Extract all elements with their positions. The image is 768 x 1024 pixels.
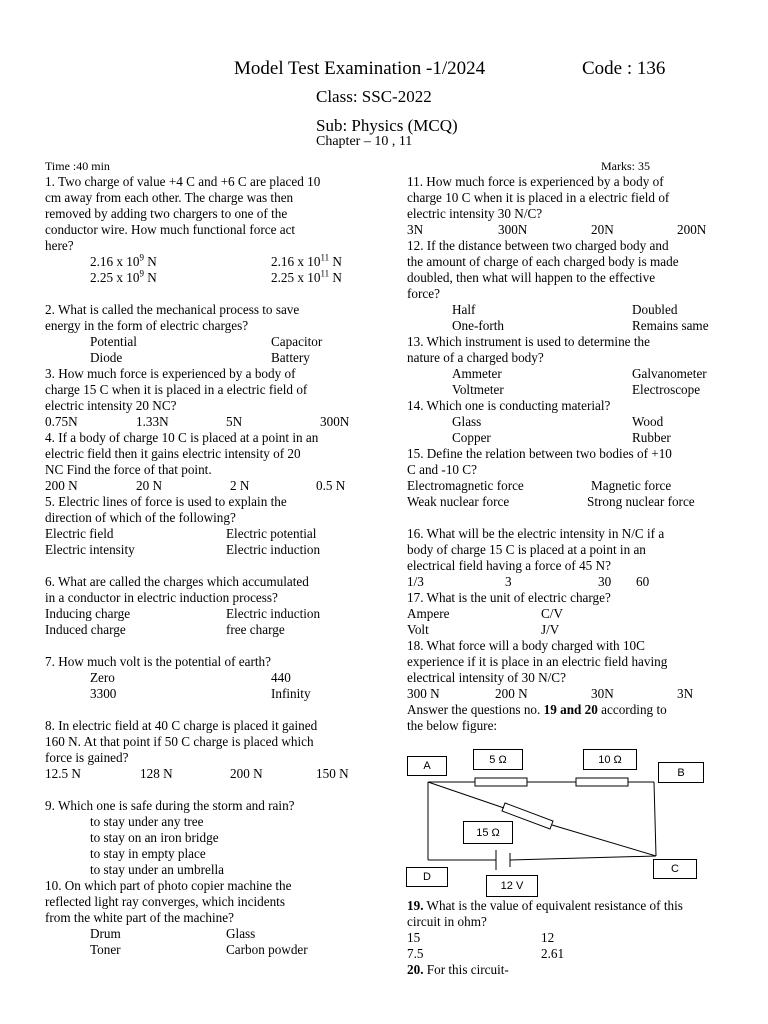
question-text: energy in the form of electric charges? [45, 318, 249, 333]
question-text: 13. Which instrument is used to determine the [407, 334, 650, 349]
option-d: free charge [226, 622, 285, 637]
question-text: For this circuit- [423, 962, 509, 977]
figure-instruction-line2: the below figure: [407, 718, 498, 733]
option-c: 2 N [230, 478, 250, 493]
option-a: 12.5 N [45, 766, 81, 781]
option-a: Ammeter [452, 366, 502, 381]
option-a: to stay under any tree [90, 814, 204, 829]
option-c: Volt [407, 622, 429, 637]
option-b: 128 N [140, 766, 173, 781]
question-text: conductor wire. How much functional force act [45, 222, 296, 237]
resistor-label-5: 5 Ω [473, 749, 523, 770]
option-b: Glass [226, 926, 256, 941]
question-text: 14. Which one is conducting material? [407, 398, 611, 413]
option-b: Galvanometer [632, 366, 707, 381]
question-text: 6. What are called the charges which accumulated [45, 574, 309, 589]
option-d: Infinity [271, 686, 311, 701]
option-b: 3 [505, 574, 512, 589]
option-b: Capacitor [271, 334, 323, 349]
option-b: 200 N [495, 686, 528, 701]
option-a: 1/3 [407, 574, 424, 589]
question-text: 18. What force will a body charged with 10C [407, 638, 645, 653]
exam-title: Model Test Examination -1/2024 [234, 58, 486, 79]
question-text: force is gained? [45, 750, 129, 765]
option-a: Ampere [407, 606, 450, 621]
option-d: Electroscope [632, 382, 701, 397]
question-text: 4. If a body of charge 10 C is placed at a point in an [45, 430, 319, 445]
option-b: to stay on an iron bridge [90, 830, 219, 845]
exam-class: Class: SSC-2022 [316, 87, 432, 106]
question-text: 12. If the distance between two charged body and [407, 238, 669, 253]
question-text: here? [45, 238, 74, 253]
option-b: 1.33N [136, 414, 169, 429]
option-b: Electric induction [226, 606, 321, 621]
option-a: Glass [452, 414, 482, 429]
question-19: 19. What is the value of equivalent resistance of this circuit in ohm? 15 12 7.5 2.61 20. For this circuit- [407, 898, 737, 978]
exam-chapter: Chapter – 10 , 11 [316, 134, 413, 149]
resistor-label-10: 10 Ω [583, 749, 637, 770]
question-text: 10. On which part of photo copier machine the [45, 878, 292, 893]
option-d: 150 N [316, 766, 349, 781]
resistor-5-ohm [475, 778, 527, 786]
option-b: Magnetic force [591, 478, 672, 493]
wire-diagonal-lower [552, 825, 656, 856]
option-d: 2.25 x $10^{11}$ N [271, 268, 342, 285]
option-d: Rubber [632, 430, 671, 445]
question-text: charge 10 C when it is placed in a electric field of [407, 190, 670, 205]
question-text: charge 15 C when it is placed in a electric field of [45, 382, 308, 397]
exam-marks: Marks: 35 [601, 159, 650, 173]
option-d: 200N [677, 222, 707, 237]
question-text: 2. What is called the mechanical process to save [45, 302, 300, 317]
option-b: Doubled [632, 302, 678, 317]
exam-code: Code : 136 [582, 58, 666, 79]
option-d: Electric induction [226, 542, 321, 557]
option-a: 200 N [45, 478, 78, 493]
option-d: Battery [271, 350, 310, 365]
option-c: Toner [90, 942, 121, 957]
question-text: 8. In electric field at 40 C charge is placed it gained [45, 718, 318, 733]
question-text: 16. What will be the electric intensity in N/C if a [407, 526, 665, 541]
option-a: Electromagnetic force [407, 478, 524, 493]
option-d: to stay under an umbrella [90, 862, 225, 877]
option-b: 12 [541, 930, 555, 945]
option-c: to stay in empty place [90, 846, 206, 861]
resistor-10-ohm [576, 778, 628, 786]
figure-instruction: Answer the questions no. 19 and 20 according to [407, 702, 667, 717]
option-a: Zero [90, 670, 115, 685]
option-d: 3N [677, 686, 694, 701]
question-text: electric intensity 30 N/C? [407, 206, 543, 221]
question-text: 1. Two charge of value +4 C and +6 C are placed 10 [45, 174, 321, 189]
option-a: Drum [90, 926, 121, 941]
question-text: 5. Electric lines of force is used to explain the [45, 494, 287, 509]
option-c: 20N [591, 222, 614, 237]
option-c: 30 [598, 574, 612, 589]
question-text: direction of which of the following? [45, 510, 236, 525]
option-c: 2.25 x $10^9$ N [90, 268, 157, 285]
node-label-d: D [406, 867, 448, 887]
question-text: electric intensity 20 NC? [45, 398, 177, 413]
question-text: electrical field having a force of 45 N? [407, 558, 611, 573]
option-a: Inducing charge [45, 606, 131, 621]
question-text: 15. Define the relation between two bodies of +10 [407, 446, 672, 461]
question-text: in a conductor in electric induction process? [45, 590, 278, 605]
question-text: electric field then it gains electric intensity of 20 [45, 446, 301, 461]
option-b: Electric potential [226, 526, 317, 541]
wire-bottom-right [510, 856, 656, 860]
node-label-b: B [658, 762, 704, 783]
option-b: 300N [498, 222, 528, 237]
option-c: One-forth [452, 318, 504, 333]
battery-label: 12 V [486, 875, 538, 897]
option-b: Wood [632, 414, 664, 429]
question-text: NC Find the force of that point. [45, 462, 212, 477]
exam-time: Time :40 min [45, 159, 110, 173]
option-b: 2.16 x $10^{11}$ N [271, 252, 342, 269]
question-text: reflected light ray converges, which incidents [45, 894, 285, 909]
question-text: 11. How much force is experienced by a body of [407, 174, 664, 189]
option-d: 2.61 [541, 946, 565, 961]
question-text: 17. What is the unit of electric charge? [407, 590, 611, 605]
node-label-a: A [407, 756, 447, 776]
question-text: electrical intensity of 30 N/C? [407, 670, 566, 685]
option-c: 5N [226, 414, 243, 429]
question-text: What is the value of equivalent resistance of this [423, 898, 683, 913]
option-d: J/V [541, 622, 560, 637]
question-text: 7. How much volt is the potential of earth? [45, 654, 271, 669]
question-text: circuit in ohm? [407, 914, 487, 929]
question-text: 9. Which one is safe during the storm and rain? [45, 798, 295, 813]
option-c: 200 N [230, 766, 263, 781]
question-text: force? [407, 286, 440, 301]
option-c: 7.5 [407, 946, 424, 961]
option-a: 15 [407, 930, 421, 945]
question-20: 20. For this circuit- [407, 962, 509, 977]
option-a: 3N [407, 222, 424, 237]
option-c: 3300 [90, 686, 117, 701]
option-c: Electric intensity [45, 542, 135, 557]
option-c: Copper [452, 430, 491, 445]
option-a: Electric field [45, 526, 114, 541]
option-d: 60 [636, 574, 650, 589]
option-d: 300N [320, 414, 350, 429]
option-c: Diode [90, 350, 123, 365]
option-b: C/V [541, 606, 563, 621]
option-b: 20 N [136, 478, 163, 493]
option-a: Half [452, 302, 476, 317]
option-c: Voltmeter [452, 382, 504, 397]
resistor-label-15: 15 Ω [463, 821, 513, 844]
exam-subject: Sub: Physics (MCQ) [316, 116, 458, 135]
question-text: removed by adding two chargers to one of the [45, 206, 288, 221]
option-d: Carbon powder [226, 942, 308, 957]
option-b: 440 [271, 670, 291, 685]
node-label-c: C [653, 859, 697, 879]
question-text: C and -10 C? [407, 462, 477, 477]
question-text: nature of a charged body? [407, 350, 544, 365]
option-d: Strong nuclear force [587, 494, 695, 509]
question-text: from the white part of the machine? [45, 910, 234, 925]
question-text: cm away from each other. The charge was then [45, 190, 294, 205]
wire-right [654, 782, 656, 856]
question-text: the amount of charge of each charged body is made [407, 254, 679, 269]
option-a: 300 N [407, 686, 440, 701]
option-d: Remains same [632, 318, 709, 333]
option-c: Induced charge [45, 622, 126, 637]
option-a: 0.75N [45, 414, 78, 429]
option-c: 30N [591, 686, 614, 701]
question-text: doubled, then what will happen to the effective [407, 270, 656, 285]
question-text: 3. How much force is experienced by a body of [45, 366, 296, 381]
option-a: Potential [90, 334, 137, 349]
question-text: body of charge 15 C is placed at a point in an [407, 542, 646, 557]
option-a: 2.16 x $10^9$ N [90, 252, 157, 269]
question-text: experience if it is place in an electric field having [407, 654, 668, 669]
question-text: 160 N. At that point if 50 C charge is placed which [45, 734, 314, 749]
option-c: Weak nuclear force [407, 494, 510, 509]
option-d: 0.5 N [316, 478, 346, 493]
